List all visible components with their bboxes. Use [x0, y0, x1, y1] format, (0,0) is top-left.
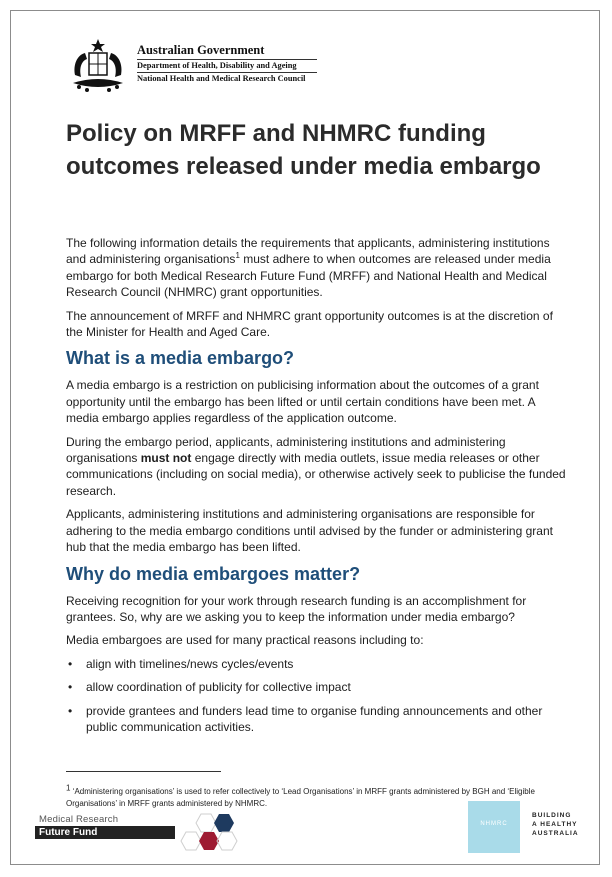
section-heading-media-embargo: What is a media embargo? [66, 348, 295, 369]
section1-paragraph-2 [66, 434, 566, 500]
intro-text-end: must adhere to when outcomes are released under media embargo for both Medical Research Future Fund (MRFF) and National Health and Medical Research Council (NHMRC) grant opportunities. [66, 252, 551, 300]
section1-paragraph-3: Applicants, administering institutions and administering organisations are responsible for adhering to the media embargo conditions until advised by the funder or administering grant hub that the media embargo has been lifted. [66, 507, 553, 555]
bha-line-3: AUSTRALIA [532, 830, 579, 837]
reasons-list [66, 656, 566, 736]
footnote-reference: 1 [235, 251, 240, 261]
building-healthy-australia-logo [532, 811, 592, 838]
section1-p2-start: During the embargo period, applicants, administering institutions and administering organisations [66, 434, 506, 466]
bullet-icon: • [68, 680, 73, 695]
section1-paragraph-1: A media embargo is a restriction on publicising information about the outcomes of a grant opportunity until the embargo has been lifted or until certain conditions have been met. A media embargo applies regardless of the application outcome. [66, 378, 539, 426]
section2-paragraph-2: Media embargoes are used for many practical reasons including to: [66, 633, 424, 648]
list-item-text: provide grantees and funders lead time to organise funding announcements and other public communication activities. [86, 703, 543, 734]
government-title: Australian Government [137, 43, 317, 60]
bullet-icon: • [68, 656, 73, 671]
nhmrc-logo-text: NHMRC [480, 821, 508, 827]
council-name: National Health and Medical Research Council [137, 74, 306, 83]
coat-of-arms-icon [67, 35, 129, 97]
bha-line-2: A HEALTHY [532, 821, 578, 828]
bha-line-1: BUILDING [532, 812, 572, 819]
intro-text-start: The following information details the requirements that applicants, administering institutions and administering organisations [66, 236, 550, 267]
footnote-divider [66, 771, 221, 772]
department-name: Department of Health, Disability and Ageing [137, 60, 317, 73]
section2-paragraph-1: Receiving recognition for your work through research funding is an accomplishment for grantees. So, why are we asking you to keep the information under media embargo? [66, 593, 527, 624]
list-item [66, 703, 566, 736]
section1-p2-end: engage directly with media outlets, issue media releases or other communications (including on social media), or otherwise actively seek to publicise the funded research. [66, 451, 566, 498]
page-title: Policy on MRFF and NHMRC funding outcomes released under media embargo [66, 120, 541, 180]
bullet-icon: • [68, 703, 73, 718]
footnote-marker: 1 [66, 783, 71, 793]
section-heading-why-embargo: Why do media embargoes matter? [66, 563, 361, 584]
list-item [66, 679, 566, 695]
intro-paragraph-1 [66, 235, 566, 301]
document-page [10, 10, 600, 865]
intro-paragraph-2: The announcement of MRFF and NHMRC grant opportunity outcomes is at the discretion of the Minister for Health and Aged Care. [66, 308, 553, 340]
mrff-logo [35, 811, 245, 856]
list-item-text: allow coordination of publicity for collective impact [86, 680, 351, 695]
government-logo [67, 35, 327, 101]
must-not-emphasis: must not [140, 451, 192, 466]
list-item [66, 656, 566, 672]
footnote-text: ‘Administering organisations’ is used to refer collectively to ‘Lead Organisations’ in MRFF grants administered by BGH and ‘Eligible Organisations’ in MRFF grants administered by NHMRC. [66, 787, 535, 808]
list-item-text: align with timelines/news cycles/events [86, 656, 294, 671]
mrff-line-2: Future Fund [39, 827, 98, 838]
nhmrc-logo [468, 801, 520, 853]
body-content [66, 235, 566, 742]
mrff-line-1: Medical Research [39, 814, 119, 825]
